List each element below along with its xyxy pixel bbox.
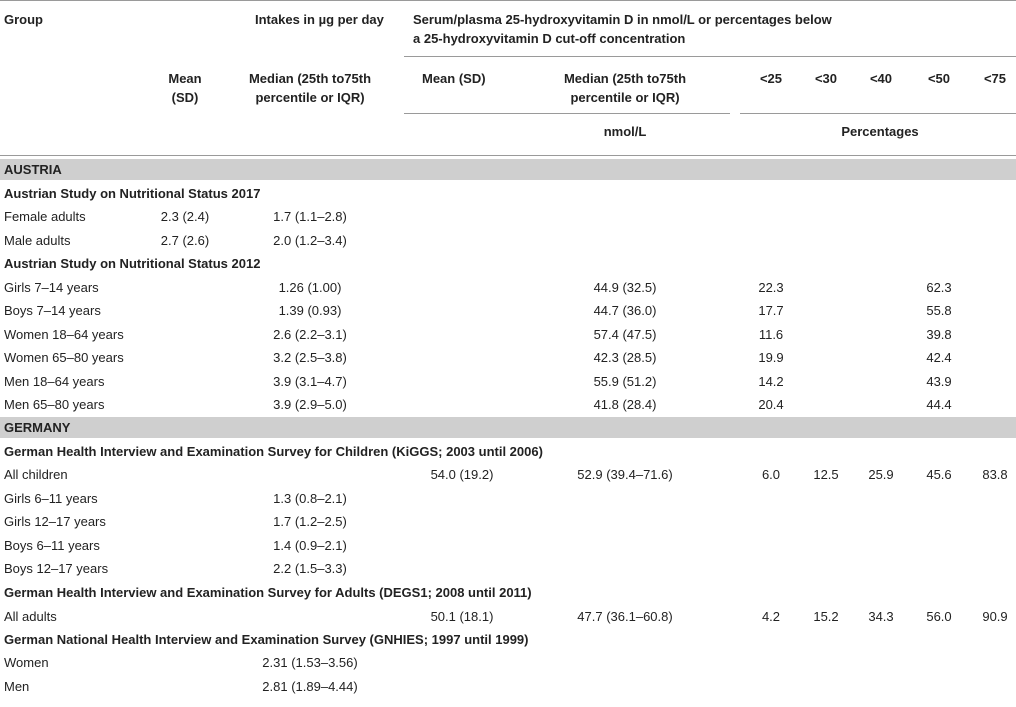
col-header-serum-line2: a 25-hydroxyvitamin D cut-off concentration — [413, 31, 686, 46]
cell-pct-25: 6.0 — [761, 467, 781, 482]
cell-pct-30: 12.5 — [813, 467, 839, 482]
cell-group: Women — [4, 655, 49, 670]
col-header-serum-mean: Mean (SD) — [422, 71, 486, 86]
col-header-cutoff-25: <25 — [759, 71, 783, 86]
cell-pct-50: 56.0 — [926, 609, 952, 624]
cell-pct-75: 90.9 — [982, 609, 1008, 624]
cell-group: Boys 12–17 years — [4, 561, 109, 576]
cell-intake-median: 1.4 (0.9–2.1) — [273, 538, 347, 553]
cell-pct-25: 4.2 — [761, 609, 781, 624]
col-header-intake-mean-1: Mean — [168, 71, 202, 86]
cell-group: Girls 7–14 years — [4, 280, 99, 295]
cell-intake-median: 2.2 (1.5–3.3) — [273, 561, 347, 576]
cell-group: Boys 7–14 years — [4, 303, 101, 318]
cell-intake-mean: 2.3 (2.4) — [160, 209, 210, 224]
cell-pct-40: 34.3 — [868, 609, 894, 624]
cell-serum-median: 44.9 (32.5) — [593, 280, 657, 295]
col-header-cutoff-50: <50 — [927, 71, 951, 86]
study-heading: Austrian Study on Nutritional Status 2017 — [4, 186, 261, 201]
col-header-intake-median-2: percentile or IQR) — [255, 90, 365, 105]
cell-serum-median: 52.9 (39.4–71.6) — [577, 467, 673, 482]
study-heading: German Health Interview and Examination Survey for Adults (DEGS1; 2008 until 2011) — [4, 585, 532, 600]
cell-group: Men 18–64 years — [4, 374, 105, 389]
col-header-serum-line1: Serum/plasma 25-hydroxyvitamin D in nmol/L or percentages below — [413, 12, 832, 27]
cell-group: Women 18–64 years — [4, 327, 124, 342]
cell-pct-40: 25.9 — [868, 467, 894, 482]
section-label-germany: GERMANY — [4, 420, 71, 435]
section-band-austria — [0, 159, 1016, 180]
cell-pct-25: 20.4 — [758, 397, 784, 412]
cell-serum-median: 55.9 (51.2) — [593, 374, 657, 389]
cell-intake-mean: 2.7 (2.6) — [160, 233, 210, 248]
col-header-serum-median-2: percentile or IQR) — [570, 90, 680, 105]
cell-intake-median: 2.31 (1.53–3.56) — [262, 655, 358, 670]
cell-pct-75: 83.8 — [982, 467, 1008, 482]
cell-serum-mean: 50.1 (18.1) — [430, 609, 494, 624]
col-header-intake-median-1: Median (25th to75th — [248, 71, 372, 86]
cell-serum-median: 41.8 (28.4) — [593, 397, 657, 412]
cell-intake-median: 1.7 (1.2–2.5) — [273, 514, 347, 529]
cell-pct-25: 22.3 — [758, 280, 784, 295]
nmol-unit-rule — [404, 113, 730, 114]
section-label-austria: AUSTRIA — [4, 162, 62, 177]
cell-group: Boys 6–11 years — [4, 538, 100, 553]
cell-intake-median: 2.6 (2.2–3.1) — [273, 327, 347, 342]
cell-pct-25: 19.9 — [758, 350, 784, 365]
cell-group: Women 65–80 years — [4, 350, 124, 365]
serum-header-rule — [404, 56, 1016, 57]
col-header-cutoff-30: <30 — [814, 71, 838, 86]
unit-nmol-label: nmol/L — [603, 124, 647, 139]
col-header-intakes: Intakes in µg per day — [255, 12, 384, 27]
cell-group: All children — [4, 467, 68, 482]
cell-group: All adults — [4, 609, 57, 624]
cell-pct-50: 39.8 — [926, 327, 952, 342]
cell-group: Female adults — [4, 209, 86, 224]
table-top-rule — [0, 0, 1016, 1]
cell-pct-25: 17.7 — [758, 303, 784, 318]
cell-pct-30: 15.2 — [813, 609, 839, 624]
cell-intake-median: 1.39 (0.93) — [278, 303, 342, 318]
cell-intake-median: 3.9 (2.9–5.0) — [273, 397, 347, 412]
col-header-cutoff-40: <40 — [869, 71, 893, 86]
study-heading: German Health Interview and Examination Survey for Children (KiGGS; 2003 until 2006) — [4, 444, 543, 459]
unit-percentages-label: Percentages — [841, 124, 919, 139]
cell-pct-25: 11.6 — [758, 327, 784, 342]
cell-group: Men — [4, 679, 30, 694]
cell-intake-median: 3.9 (3.1–4.7) — [273, 374, 347, 389]
cell-intake-median: 1.3 (0.8–2.1) — [273, 491, 347, 506]
study-heading: German National Health Interview and Examination Survey (GNHIES; 1997 until 1999) — [4, 632, 529, 647]
cell-group: Girls 6–11 years — [4, 491, 98, 506]
cell-serum-median: 47.7 (36.1–60.8) — [577, 609, 673, 624]
cell-intake-median: 2.81 (1.89–4.44) — [262, 679, 358, 694]
cell-group: Men 65–80 years — [4, 397, 105, 412]
cell-serum-mean: 54.0 (19.2) — [430, 467, 494, 482]
cell-intake-median: 3.2 (2.5–3.8) — [273, 350, 347, 365]
cell-pct-25: 14.2 — [758, 374, 784, 389]
cell-intake-median: 1.7 (1.1–2.8) — [273, 209, 347, 224]
col-header-cutoff-75: <75 — [983, 71, 1007, 86]
cell-group: Girls 12–17 years — [4, 514, 106, 529]
col-header-intake-mean-2: (SD) — [171, 90, 199, 105]
cell-pct-50: 44.4 — [926, 397, 952, 412]
cell-serum-median: 57.4 (47.5) — [593, 327, 657, 342]
study-heading: Austrian Study on Nutritional Status 2012 — [4, 256, 261, 271]
cell-pct-50: 62.3 — [926, 280, 952, 295]
col-header-serum-median-1: Median (25th to75th — [563, 71, 687, 86]
cell-intake-median: 1.26 (1.00) — [278, 280, 342, 295]
header-bottom-rule — [0, 155, 1016, 156]
cell-pct-50: 43.9 — [926, 374, 952, 389]
cell-pct-50: 42.4 — [926, 350, 952, 365]
cell-serum-median: 44.7 (36.0) — [593, 303, 657, 318]
cell-pct-50: 45.6 — [926, 467, 952, 482]
col-header-group: Group — [4, 12, 43, 27]
cell-group: Male adults — [4, 233, 71, 248]
cell-pct-50: 55.8 — [926, 303, 952, 318]
cell-serum-median: 42.3 (28.5) — [593, 350, 657, 365]
cell-intake-median: 2.0 (1.2–3.4) — [273, 233, 347, 248]
section-band-germany — [0, 417, 1016, 438]
percent-unit-rule — [740, 113, 1016, 114]
